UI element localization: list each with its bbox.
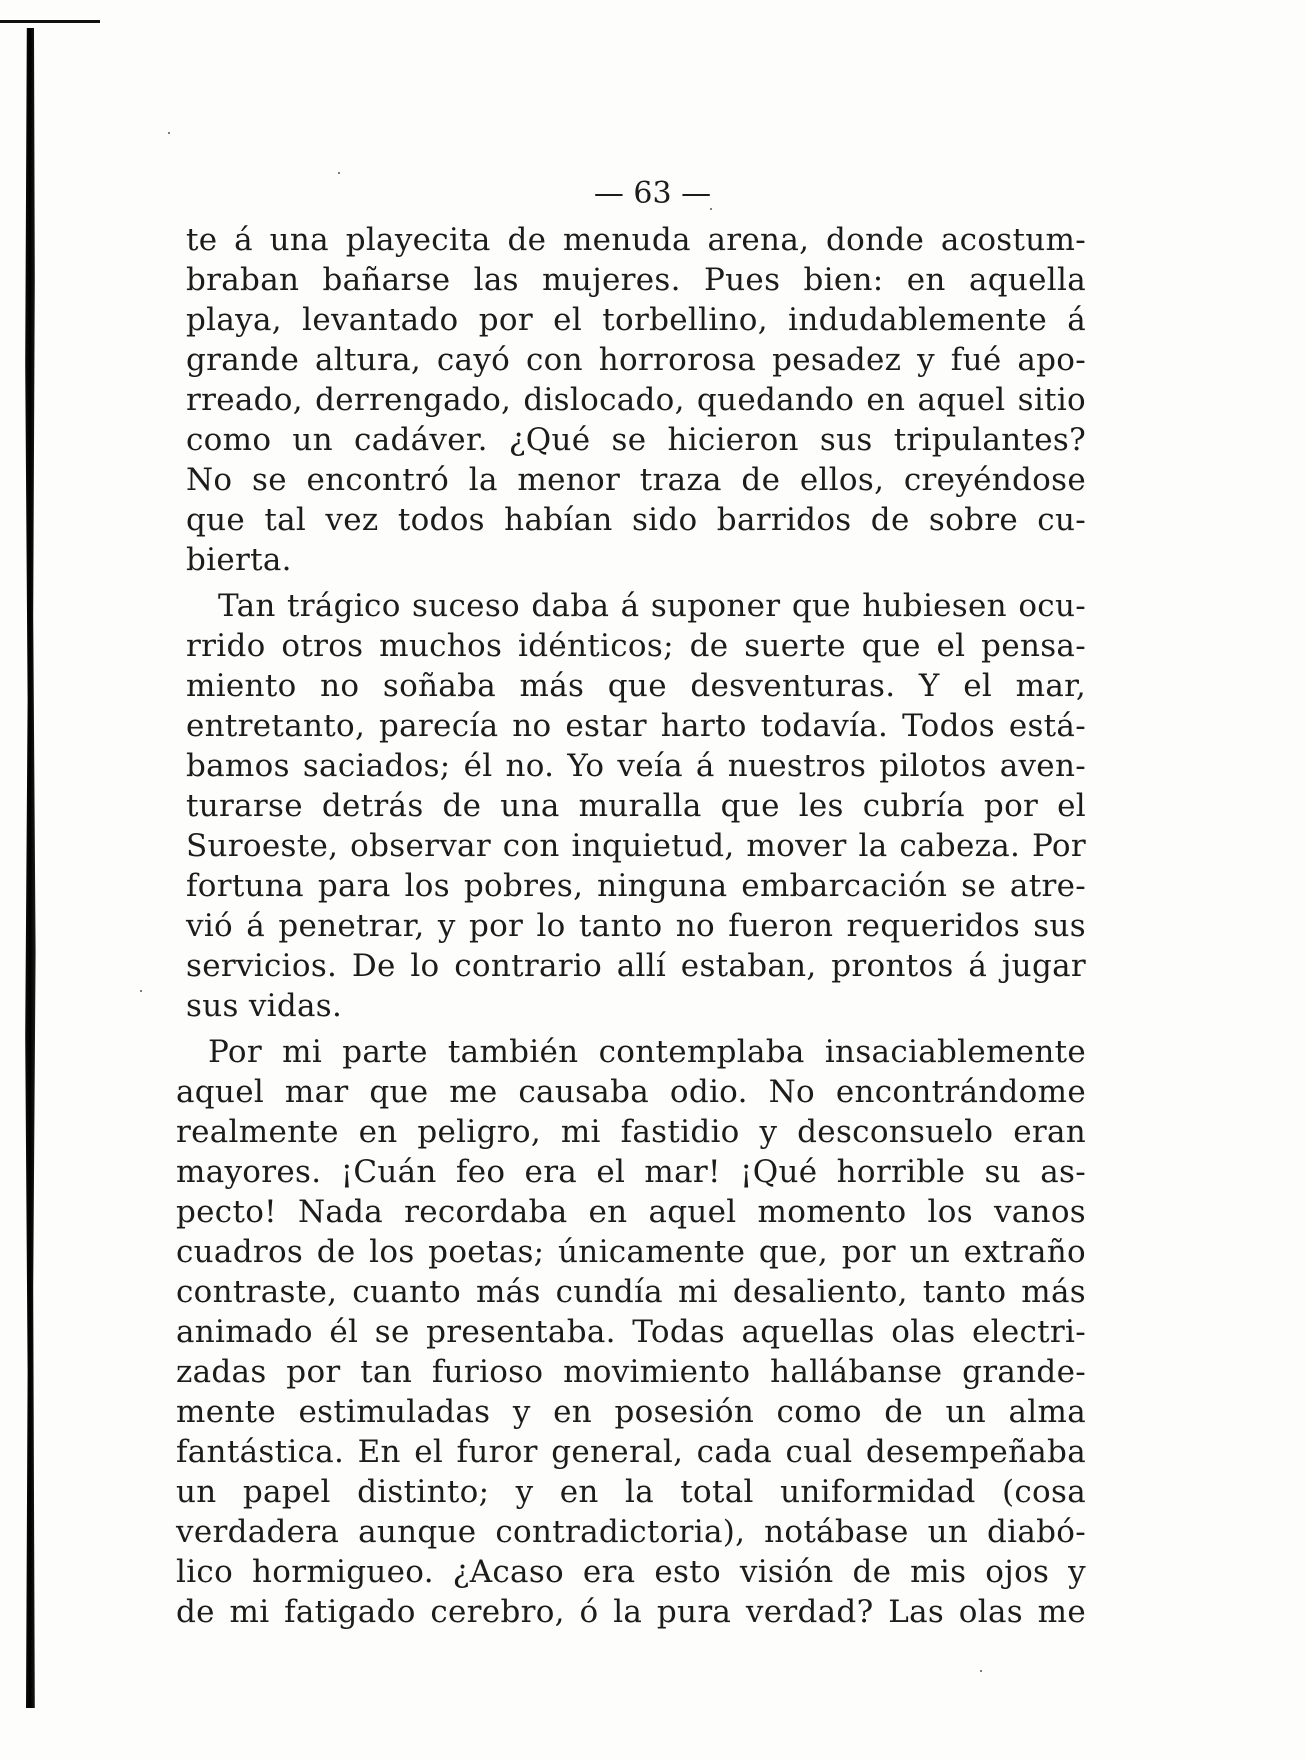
text-line: bamos saciados; él no. Yo veía á nuestros pilotos aven- [186, 748, 1086, 784]
text-line: mayores. ¡Cuán feo era el mar! ¡Qué horrible su as- [176, 1154, 1086, 1190]
text-line: un papel distinto; y en la total uniformidad (cosa [176, 1474, 1086, 1510]
binding-shadow [22, 28, 38, 1708]
text-line: cuadros de los poetas; únicamente que, por un extraño [176, 1234, 1086, 1270]
text-line: entretanto, parecía no estar harto todavía. Todos está- [186, 708, 1086, 744]
text-line: sus vidas. [186, 988, 343, 1024]
paper-speck [140, 990, 142, 992]
binding-top-rule [0, 20, 100, 23]
text-line: como un cadáver. ¿Qué se hicieron sus tripulantes? [186, 422, 1086, 458]
text-line: te á una playecita de menuda arena, donde acostum- [186, 222, 1086, 258]
text-line: rreado, derrengado, dislocado, quedando en aquel sitio [186, 382, 1086, 418]
text-line: rrido otros muchos idénticos; de suerte que el pensa- [186, 628, 1086, 664]
paragraph-2 [186, 586, 1086, 1026]
text-line: contraste, cuanto más cundía mi desaliento, tanto más [176, 1274, 1086, 1310]
text-line: Suroeste, observar con inquietud, mover la cabeza. Por [186, 828, 1086, 864]
text-line: de mi fatigado cerebro, ó la pura verdad? Las olas me [176, 1594, 1086, 1630]
paper-speck [338, 172, 340, 174]
text-line: bierta. [186, 542, 292, 578]
page-number: — 63 — [593, 176, 712, 211]
text-line: mente estimuladas y en posesión como de un alma [176, 1394, 1086, 1430]
text-line: realmente en peligro, mi fastidio y desconsuelo eran [176, 1114, 1086, 1150]
text-line: fortuna para los pobres, ninguna embarcación se atre- [186, 868, 1086, 904]
text-line: braban bañarse las mujeres. Pues bien: en aquella [186, 262, 1086, 298]
text-line: verdadera aunque contradictoria), notábase un diabó- [176, 1514, 1086, 1550]
text-line: fantástica. En el furor general, cada cual desempeñaba [176, 1434, 1086, 1470]
binding-edge [0, 0, 60, 1760]
text-line: miento no soñaba más que desventuras. Y el mar, [186, 668, 1086, 704]
text-line: pecto! Nada recordaba en aquel momento los vanos [176, 1194, 1086, 1230]
text-line: lico hormigueo. ¿Acaso era esto visión de mis ojos y [176, 1554, 1086, 1590]
paper-speck [168, 132, 170, 134]
paragraph-1 [186, 220, 1086, 580]
text-line: Tan trágico suceso daba á suponer que hubiesen ocu- [218, 588, 1086, 624]
body-text [176, 180, 1086, 1638]
text-line: servicios. De lo contrario allí estaban, prontos á jugar [186, 948, 1086, 984]
paper-speck [980, 1670, 982, 1672]
text-line: turarse detrás de una muralla que les cubría por el [186, 788, 1086, 824]
text-line: grande altura, cayó con horrorosa pesadez y fué apo- [186, 342, 1086, 378]
paragraph-3 [176, 1032, 1086, 1632]
text-line: aquel mar que me causaba odio. No encontrándome [176, 1074, 1086, 1110]
text-line: Por mi parte también contemplaba insaciablemente [208, 1034, 1086, 1070]
text-line: No se encontró la menor traza de ellos, creyéndose [186, 462, 1086, 498]
text-line: vió á penetrar, y por lo tanto no fueron requeridos sus [186, 908, 1086, 944]
text-line: animado él se presentaba. Todas aquellas olas electri- [176, 1314, 1086, 1350]
text-line: que tal vez todos habían sido barridos de sobre cu- [186, 502, 1086, 538]
text-line: zadas por tan furioso movimiento hallábanse grande- [176, 1354, 1086, 1390]
text-line: playa, levantado por el torbellino, indudablemente á [186, 302, 1086, 338]
